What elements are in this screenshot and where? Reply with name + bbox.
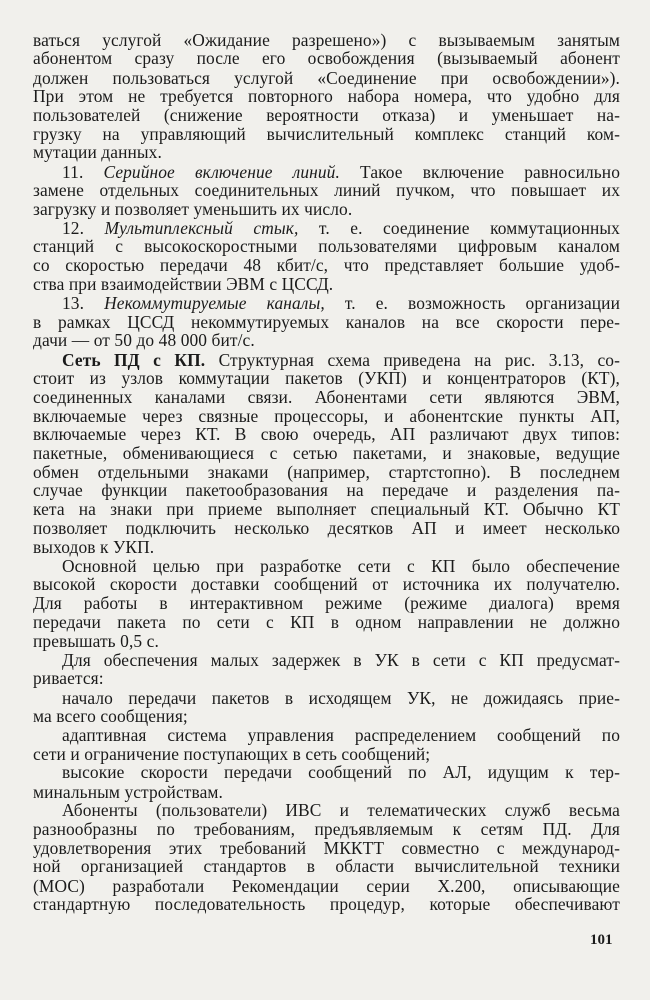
text-run: пользователей (снижение вероятности отказа) и уменьшает на-: [33, 104, 620, 125]
text-run: 13.: [62, 292, 105, 313]
text-run: начало передачи пакетов в исходящем УК, не дожидаясь прие-: [62, 687, 620, 708]
text-run: превышать 0,5 с.: [33, 630, 159, 651]
text-run: минальным устройствам.: [33, 781, 223, 802]
text-run: т. е. соединение коммутационных: [298, 217, 620, 238]
italic-term: Мультиплексный стык,: [104, 217, 299, 238]
text-run: ства при взаимодействии ЭВМ с ЦССД.: [33, 274, 334, 295]
text-run: (МОС) разработали Рекомендации серии Х.200, описывающие: [33, 875, 620, 896]
text-run: пакетные, обменивающиеся с сетью пакетами, и знаковые, ведущие: [33, 442, 620, 463]
text-run: выходов к УКП.: [33, 536, 155, 557]
text-run: кета на знаки при приеме выполняет специальный КТ. Обычно КТ: [33, 498, 620, 519]
text-run: Основной целью при разработке сети с КП было обеспечение: [62, 555, 620, 576]
text-run: Такое включение равносильно: [339, 161, 620, 182]
text-run: дачи — от 50 до 48 000 бит/с.: [33, 330, 255, 351]
text-run: обмен отдельными знаками (например, стартстопно). В последнем: [33, 462, 620, 482]
text-run: грузку на управляющий вычислительный комплекс станций ком-: [33, 123, 620, 144]
text-run: т. е. возможность организации: [324, 292, 620, 313]
text-run: ривается:: [33, 668, 104, 689]
text-run: высокой скорости доставки сообщений от источника их получателю.: [33, 574, 620, 595]
text-run: станций с высокоскоростными пользователями цифровым каналом: [33, 236, 620, 257]
text-run: должен пользоваться услугой «Соединение при освобождении»).: [33, 67, 620, 88]
text-run: удовлетворения этих требований МККТТ совместно с международ-: [33, 837, 620, 858]
text-run: включаемые через КТ. В свою очередь, АП различают двух типов:: [33, 424, 620, 445]
text-run: 12.: [62, 217, 105, 238]
text-run: Структурная схема приведена на рис. 3.13, со-: [205, 349, 620, 370]
text-run: мутации данных.: [33, 142, 162, 163]
text-run: замене отдельных соединительных линий пучком, что повышает их: [33, 180, 620, 201]
bold-heading: Сеть ПД с КП.: [62, 349, 206, 370]
text-run: включаемые через связные процессоры, и абонентские пункты АП,: [33, 405, 620, 426]
text-run: со скоростью передачи 48 кбит/с, что представляет большие удоб-: [33, 254, 620, 275]
text-run: стоит из узлов коммутации пакетов (УКП) и концентраторов (КТ),: [33, 368, 620, 389]
text-run: позволяет подключить несколько десятков АП и имеет несколько: [33, 518, 620, 539]
text-run: Для обеспечения малых задержек в УК в сети с КП предусмат-: [62, 649, 620, 670]
text-line: [33, 893, 620, 915]
text-run: загрузку и позволяет уменьшить их число.: [33, 198, 353, 219]
text-run: ваться услугой «Ожидание разрешено») с вызываемым занятым: [33, 30, 620, 50]
text-run: высокие скорости передачи сообщений по АЛ, идущим к тер-: [62, 762, 620, 783]
italic-term: Некоммутируемые каналы,: [104, 292, 325, 313]
text-run: абонентом сразу после его освобождения (вызываемый абонент: [33, 48, 620, 69]
text-run: стандартную последовательность процедур, которые обеспечивают: [33, 894, 620, 914]
text-run: соединенных каналами связи. Абонентами сети являются ЭВМ,: [33, 386, 620, 407]
text-run: адаптивная система управления распределением сообщений по: [62, 725, 620, 746]
text-run: 11.: [62, 161, 104, 182]
italic-term: Серийное включение линий.: [103, 161, 340, 182]
text-run: разнообразны по требованиям, предъявляемым к сетям ПД. Для: [33, 819, 620, 840]
text-run: передачи пакета по сети с КП в одном направлении не должно: [33, 612, 620, 633]
text-run: ной организацией стандартов в области вычислительной техники: [33, 856, 620, 877]
text-run: При этом не требуется повторного набора номера, что удобно для: [33, 86, 620, 107]
text-run: ма всего сообщения;: [33, 706, 188, 727]
text-run: Абоненты (пользователи) ИВС и телематических служб весьма: [62, 800, 620, 821]
text-run: сети и ограничение поступающих в сеть сообщений;: [33, 743, 431, 764]
text-run: случае функции пакетообразования на передаче и разделения па-: [33, 480, 620, 501]
text-run: Для работы в интерактивном режиме (режиме диалога) время: [33, 592, 620, 613]
text-run: в рамках ЦССД некоммутируемых каналов на все скорости пере-: [33, 311, 620, 332]
page-number: 101: [590, 932, 613, 948]
